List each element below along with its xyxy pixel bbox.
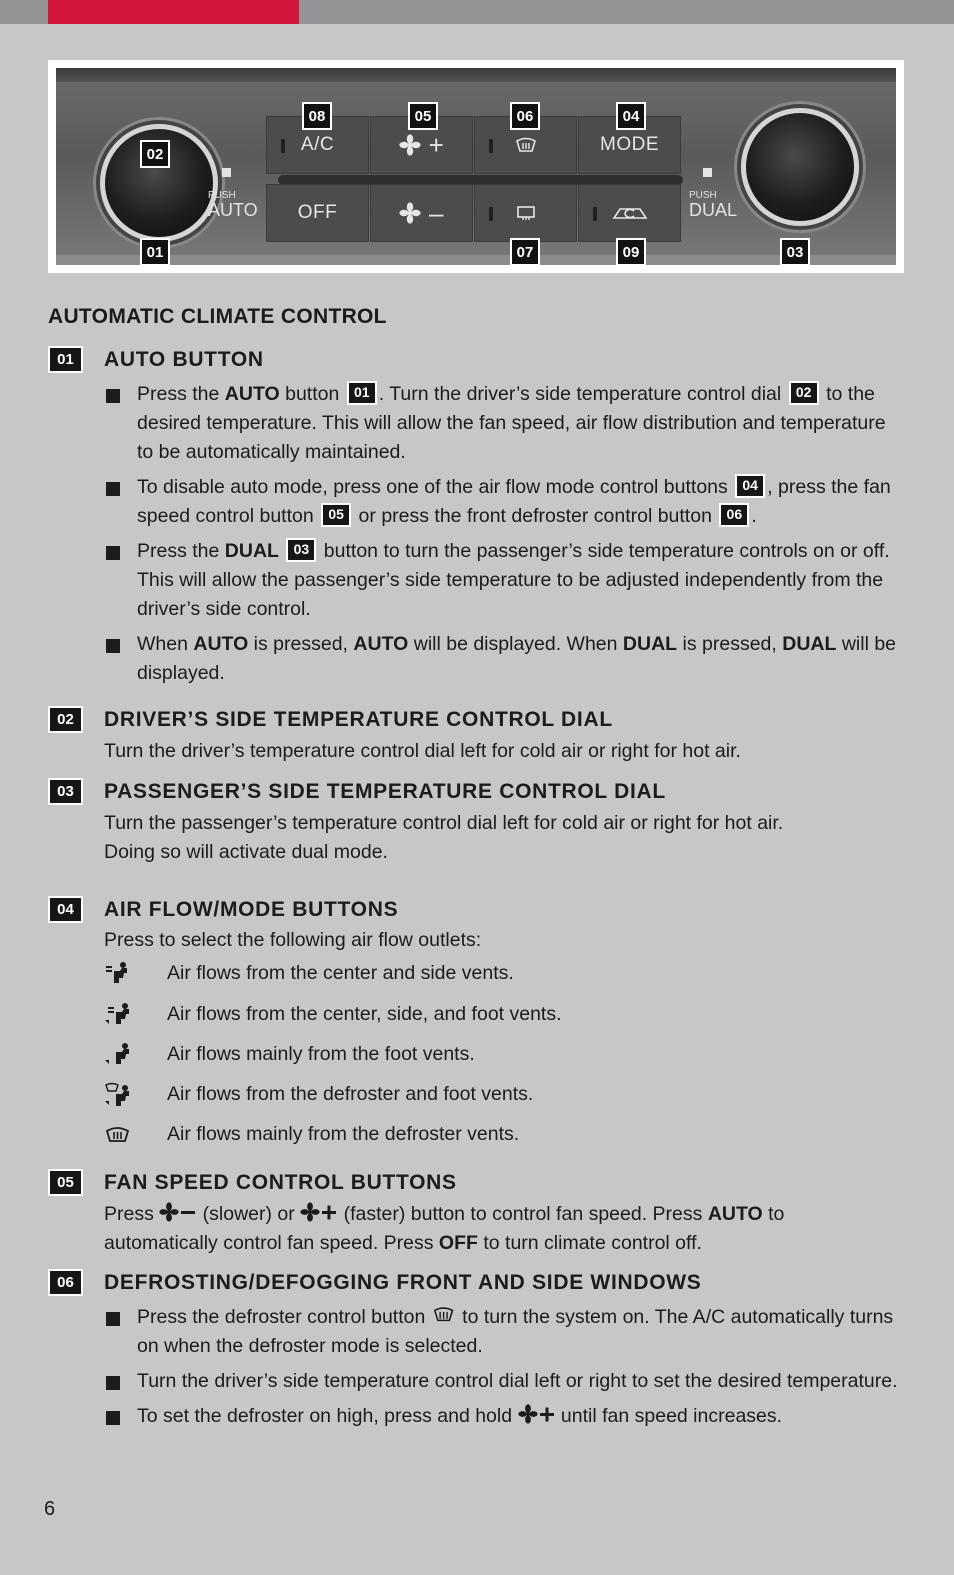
panel-trim xyxy=(56,68,896,82)
inline-callout: 03 xyxy=(286,538,316,562)
list-item xyxy=(104,537,904,624)
off-button xyxy=(266,184,369,242)
text: Turn the driver’s side temperature control dial left or right to set the desired temperature. xyxy=(137,1370,898,1392)
rear-defrost-led xyxy=(489,207,493,221)
list-item xyxy=(104,630,904,688)
fan-minus-button xyxy=(370,184,473,242)
section-title: AIR FLOW/MODE BUTTONS xyxy=(104,898,399,921)
text: button to turn the passenger’s side temperature controls on or off. This will allow the passenger’s side temperature to be adjusted independently from the driver’s side control. xyxy=(137,540,890,620)
passenger-temp-dial xyxy=(741,108,859,226)
ac-led xyxy=(281,139,285,153)
inline-callout: 04 xyxy=(735,474,765,498)
text: (faster) button to control fan speed. Press xyxy=(338,1203,708,1225)
auto-text: AUTO xyxy=(208,200,258,220)
mode-label: MODE xyxy=(600,134,659,155)
text-bold: DUAL xyxy=(782,633,837,655)
text: automatically control fan speed. Press xyxy=(104,1232,439,1254)
fan-icon xyxy=(399,134,421,156)
section-number-text: 02 xyxy=(50,708,81,731)
minus-icon xyxy=(179,1202,197,1222)
list-item xyxy=(104,473,904,531)
inline-callout: 05 xyxy=(321,503,351,527)
push-text: PUSH xyxy=(689,190,717,201)
bullet-list xyxy=(104,1303,904,1437)
ac-label: A/C xyxy=(300,134,335,155)
section-accent-bar xyxy=(48,0,299,24)
defroster-icon xyxy=(431,1305,457,1325)
section-number-text: 04 xyxy=(50,898,81,921)
list-item xyxy=(104,1367,904,1396)
section-air-flow-mode xyxy=(48,896,908,956)
fan-plus-label: + xyxy=(428,129,445,160)
vent-defrost-foot-icon xyxy=(104,1082,134,1108)
section-body xyxy=(104,1200,784,1229)
text: When xyxy=(137,633,194,655)
text-bold: AUTO xyxy=(224,383,280,405)
mode-description: Air flows from the defroster and foot vents. xyxy=(167,1083,534,1105)
dual-push-label xyxy=(689,168,737,219)
callout-09: 09 xyxy=(616,238,646,265)
text: Press the xyxy=(137,383,225,405)
rear-defrost-button xyxy=(474,184,577,242)
vent-center-side-icon xyxy=(104,961,134,987)
callout-04: 04 xyxy=(616,102,646,130)
text-bold: AUTO xyxy=(353,633,409,655)
callout-02: 02 xyxy=(140,140,170,168)
list-item xyxy=(104,380,904,467)
inline-callout: 01 xyxy=(347,381,377,405)
plus-icon xyxy=(538,1404,556,1424)
fan-icon xyxy=(518,1404,538,1424)
section-passenger-dial xyxy=(48,778,908,870)
section-auto-button xyxy=(48,346,908,691)
section-number-text: 03 xyxy=(50,780,81,803)
callout-07: 07 xyxy=(510,238,540,265)
text: To disable auto mode, press one of the air flow mode control buttons xyxy=(137,476,734,498)
auto-push-label xyxy=(208,168,258,219)
callout-08: 08 xyxy=(302,102,332,130)
text-bold: AUTO xyxy=(707,1203,763,1225)
section-number-text: 06 xyxy=(50,1271,81,1294)
recirc-led xyxy=(593,207,597,221)
section-number xyxy=(48,706,83,733)
text-bold: DUAL xyxy=(224,540,279,562)
mode-description: Air flows mainly from the foot vents. xyxy=(167,1043,475,1065)
section-body: Turn the passenger’s temperature control dial left for cold air or right for hot air. xyxy=(104,812,784,834)
page-number: 6 xyxy=(44,1498,56,1520)
text: to xyxy=(762,1203,785,1225)
vent-center-side-foot-icon xyxy=(104,1002,134,1028)
recirculation-icon xyxy=(612,205,648,221)
text-bold: AUTO xyxy=(193,633,249,655)
section-title: AUTO BUTTON xyxy=(104,348,264,371)
text: Press the xyxy=(137,540,225,562)
climate-panel-photo xyxy=(48,60,904,273)
text: Press the defroster control button xyxy=(137,1306,431,1328)
section-number xyxy=(48,346,83,373)
text: until fan speed increases. xyxy=(555,1405,783,1427)
text: is pressed, xyxy=(677,633,783,655)
text: . Turn the driver’s side temperature control dial xyxy=(378,383,787,405)
mode-description: Air flows mainly from the defroster vents. xyxy=(167,1123,520,1145)
list-item xyxy=(104,1303,904,1361)
fan-icon xyxy=(159,1202,179,1222)
auto-indicator xyxy=(222,168,231,177)
defroster-icon xyxy=(515,137,537,153)
text: will be displayed. xyxy=(137,633,897,684)
section-body xyxy=(104,1229,702,1258)
callout-01: 01 xyxy=(140,238,170,265)
page-heading: AUTOMATIC CLIMATE CONTROL xyxy=(48,305,387,328)
recirculation-button xyxy=(578,184,681,242)
text: Press xyxy=(104,1203,160,1225)
section-driver-dial xyxy=(48,706,908,768)
push-text: PUSH xyxy=(208,190,236,201)
section-title: FAN SPEED CONTROL BUTTONS xyxy=(104,1171,457,1194)
defrost-led xyxy=(489,139,493,153)
text: button xyxy=(279,383,345,405)
callout-06: 06 xyxy=(510,102,540,130)
top-bar xyxy=(0,0,954,24)
text: To set the defroster on high, press and hold xyxy=(137,1405,518,1427)
text-bold: DUAL xyxy=(622,633,678,655)
mode-description: Air flows from the center and side vents. xyxy=(167,962,514,984)
text: to the desired temperature. This will allow the fan speed, air flow distribution and temperature to be automatically maintained. xyxy=(137,383,886,463)
section-number-text: 01 xyxy=(50,348,81,371)
panel-bottom xyxy=(56,255,896,265)
fan-icon xyxy=(300,1202,320,1222)
text: is pressed, xyxy=(248,633,354,655)
dual-indicator xyxy=(703,168,712,177)
section-body: Press to select the following air flow outlets: xyxy=(104,929,482,951)
section-number xyxy=(48,896,83,923)
section-number xyxy=(48,1169,83,1196)
off-label: OFF xyxy=(297,202,338,223)
climate-panel xyxy=(56,68,896,265)
text: to turn climate control off. xyxy=(477,1232,702,1254)
section-title: DEFROSTING/DEFOGGING FRONT AND SIDE WINDOWS xyxy=(104,1271,702,1294)
text: to turn the system on. The A/C automatically turns on when the defroster mode is selected. xyxy=(137,1306,894,1357)
plus-icon xyxy=(320,1202,338,1222)
text: . xyxy=(751,505,757,527)
callout-03: 03 xyxy=(780,238,810,265)
inline-callout: 02 xyxy=(789,381,819,405)
section-defrosting xyxy=(48,1269,908,1469)
section-body: Turn the driver’s temperature control dial left for cold air or right for hot air. xyxy=(104,740,741,762)
defroster-icon xyxy=(104,1122,134,1148)
text: or press the front defroster control button xyxy=(353,505,718,527)
vent-foot-icon xyxy=(104,1042,134,1068)
text: (slower) or xyxy=(197,1203,301,1225)
section-number-text: 05 xyxy=(50,1171,81,1194)
section-number xyxy=(48,778,83,805)
list-item xyxy=(104,1402,904,1431)
dual-text: DUAL xyxy=(689,200,738,220)
section-title: DRIVER’S SIDE TEMPERATURE CONTROL DIAL xyxy=(104,708,613,731)
section-number xyxy=(48,1269,83,1296)
rear-defroster-icon xyxy=(515,205,537,221)
text: , press the fan speed control button xyxy=(137,476,891,527)
callout-05: 05 xyxy=(408,102,438,130)
mode-description: Air flows from the center, side, and foot vents. xyxy=(167,1003,562,1025)
section-fan-speed xyxy=(48,1169,908,1261)
bullet-list xyxy=(104,380,904,694)
inline-callout: 06 xyxy=(719,503,749,527)
text: will be displayed. When xyxy=(408,633,623,655)
fan-icon xyxy=(399,202,421,224)
fan-minus-label: – xyxy=(429,197,444,228)
text-bold: OFF xyxy=(438,1232,478,1254)
section-title: PASSENGER’S SIDE TEMPERATURE CONTROL DIAL xyxy=(104,780,666,803)
section-body: Doing so will activate dual mode. xyxy=(104,841,388,863)
